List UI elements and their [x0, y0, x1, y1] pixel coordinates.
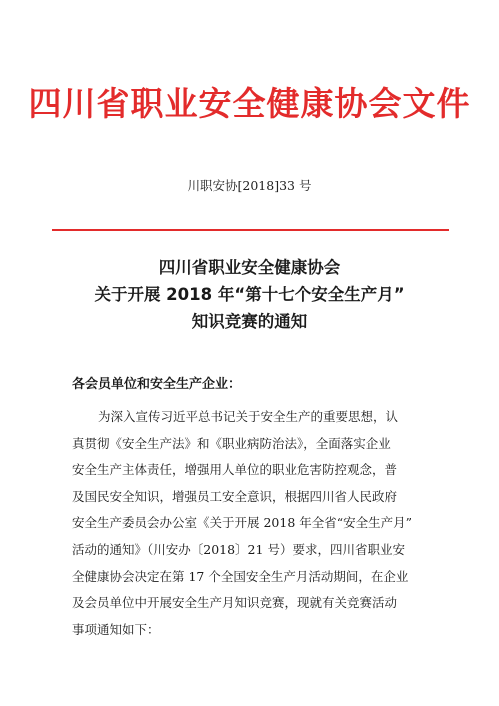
- body-line: 安全生产主体责任，增强用人单位的职业危害防控观念，普: [72, 462, 398, 478]
- body-line: 及国民安全知识，增强员工安全意识，根据四川省人民政府: [72, 488, 398, 504]
- body-line: 安全生产委员会办公室《关于开展 2018 年全省“安全生产月”: [72, 515, 413, 531]
- notice-title-line: 四川省职业安全健康协会: [158, 258, 341, 277]
- body-line: 真贯彻《安全生产法》和《职业病防治法》，全面落实企业: [72, 435, 391, 451]
- red-divider: [52, 229, 449, 231]
- salutation: 各会员单位和安全生产企业：: [72, 377, 242, 392]
- body-line: 及会员单位中开展安全生产月知识竞赛，现就有关竞赛活动: [72, 595, 398, 611]
- org-header-title: 四川省职业安全健康协会文件: [28, 84, 471, 123]
- notice-title: [0, 254, 499, 335]
- document-number: 川职安协[2018]33 号: [187, 178, 312, 193]
- body-line: 为深入宣传习近平总书记关于安全生产的重要思想，认: [98, 409, 399, 424]
- notice-title-line: 知识竞赛的通知: [191, 312, 308, 331]
- body-line: 活动的通知》（川安办〔2018〕21 号）要求，四川省职业安: [72, 541, 405, 557]
- body-line: 事项通知如下：: [72, 621, 160, 637]
- body-line: 全健康协会决定在第 17 个全国安全生产月活动期间，在企业: [72, 568, 409, 584]
- body-paragraph: [72, 404, 444, 643]
- notice-title-line: 关于开展 2018 年“第十七个安全生产月”: [94, 285, 405, 304]
